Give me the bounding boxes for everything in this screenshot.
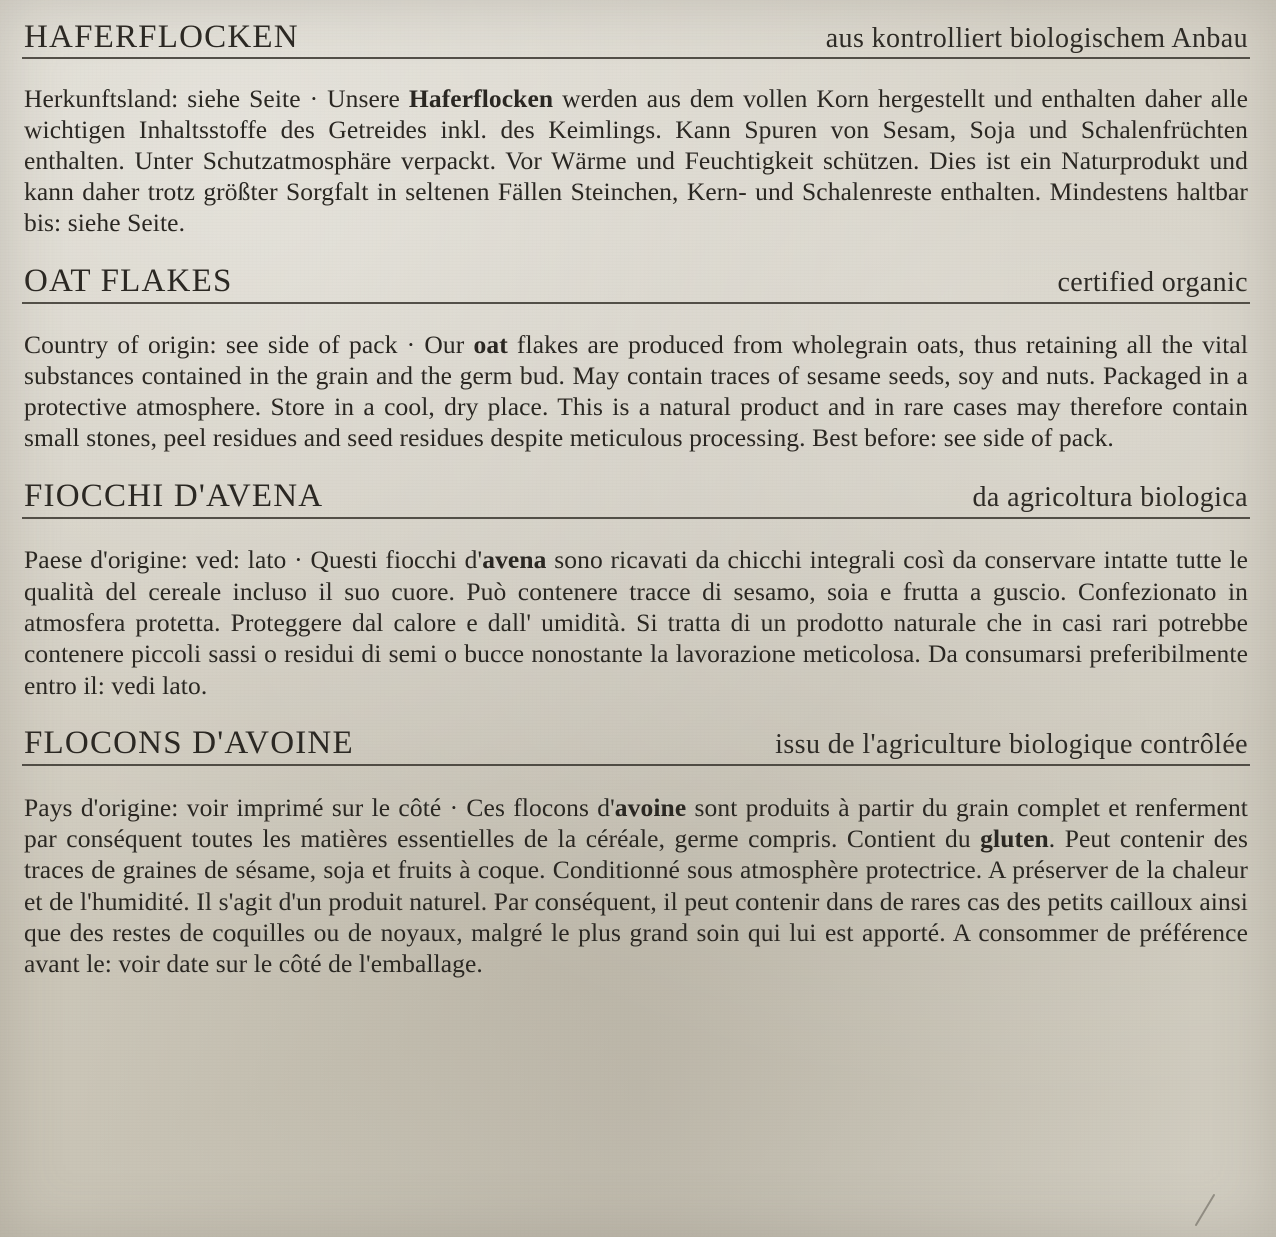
description-french-part3: . Peut contenir des traces de graines de sésame, soja et fruits à coque. Conditionné sous atmosphère protectrice. A préserver de la chaleur et de l'humidité. Il s'agit d'un produit naturel. Par conséquent, il peut contenir dans de rares cas des petits cailloux ainsi que des restes de coquilles ou de noyaux, malgré le plus grand soin qui lui est apporté. A consommer de préférence avant le: voir date sur le côté de l'emballage. bbox=[24, 823, 1248, 979]
description-english-bold: oat bbox=[473, 329, 508, 359]
section-italian bbox=[22, 479, 1250, 701]
description-italian-part2: sono ricavati da chicchi integrali così da conservare intatte tutte le qualità del cereale incluso il suo cuore. Può contenere tracce di sesamo, soia e frutta a guscio. Confezionato in atmosfera protetta. Proteggere dal calore e dall' umidità. Si tratta di un prodotto naturale che in casi rari potrebbe contenere piccoli sassi o residui di semi o bucce nonostante la lavorazione meticolosa. Da consumarsi preferibilmente entro il: vedi lato. bbox=[24, 545, 1249, 700]
description-french-bold: avoine bbox=[614, 792, 687, 822]
section-german bbox=[22, 20, 1250, 239]
divider-german bbox=[22, 57, 1250, 59]
print-registration-mark bbox=[1192, 1193, 1218, 1227]
organic-claim-english: certified organic bbox=[1057, 267, 1248, 299]
description-german bbox=[22, 84, 1250, 239]
section-english bbox=[22, 264, 1250, 453]
product-name-german: HAFERFLOCKEN bbox=[24, 19, 299, 55]
description-french-part1: Pays d'origine: voir imprimé sur le côté · Ces flocons d' bbox=[24, 792, 615, 822]
description-german-bold: Haferflocken bbox=[408, 84, 554, 114]
divider-italian bbox=[22, 517, 1250, 519]
description-english-part2: flakes are produced from wholegrain oats, thus retaining all the vital substances contained in the grain and the germ bud. May contain traces of sesame seeds, soy and nuts. Packaged in a protective atmosphere. Store in a cool, dry place. This is a natural product and in rare cases may therefore contain small stones, peel residues and seed residues despite meticulous processing. Best before: see side of pack. bbox=[24, 329, 1249, 452]
product-name-english: OAT FLAKES bbox=[24, 263, 233, 300]
description-italian bbox=[22, 544, 1250, 701]
organic-claim-italian: da agricoltura biologica bbox=[972, 482, 1248, 513]
section-header-italian bbox=[22, 479, 1250, 516]
description-german-part1: Herkunftsland: siehe Seite · Unsere bbox=[24, 84, 409, 114]
description-italian-part1: Paese d'origine: ved: lato · Questi fiocchi d' bbox=[24, 545, 483, 575]
organic-claim-german: aus kontrolliert biologischem Anbau bbox=[825, 23, 1248, 54]
product-name-french: FLOCONS D'AVOINE bbox=[24, 725, 354, 762]
description-english-part1: Country of origin: see side of pack · Our bbox=[24, 329, 474, 359]
description-french-bold-gluten: gluten bbox=[980, 823, 1049, 853]
description-french bbox=[22, 792, 1250, 980]
section-french bbox=[22, 726, 1250, 979]
product-name-italian: FIOCCHI D'AVENA bbox=[24, 478, 324, 514]
divider-english bbox=[22, 302, 1250, 304]
section-header-german bbox=[22, 20, 1250, 56]
description-english bbox=[22, 330, 1250, 454]
section-header-french bbox=[22, 726, 1250, 763]
section-header-english bbox=[22, 264, 1250, 301]
divider-french bbox=[22, 764, 1250, 766]
organic-claim-french: issu de l'agriculture biologique contrôlée bbox=[775, 729, 1248, 761]
description-italian-bold: avena bbox=[482, 545, 547, 575]
description-german-part2: werden aus dem vollen Korn hergestellt und enthalten daher alle wichtigen Inhaltsstoffe des Getreides inkl. des Keimlings. Kann Spuren von Sesam, Soja und Schalenfrüchten enthalten. Unter Schutzatmosphäre verpackt. Vor Wärme und Feuchtigkeit schützen. Dies ist ein Naturprodukt und kann daher trotz größter Sorgfalt in seltenen Fällen Steinchen, Kern- und Schalenreste enthalten. Mindestens haltbar bis: siehe Seite. bbox=[24, 84, 1249, 238]
description-french-part2: sont produits à partir du grain complet et renferment par conséquent toutes les matières essentielles de la céréale, germe compris. Contient du bbox=[24, 792, 1248, 853]
